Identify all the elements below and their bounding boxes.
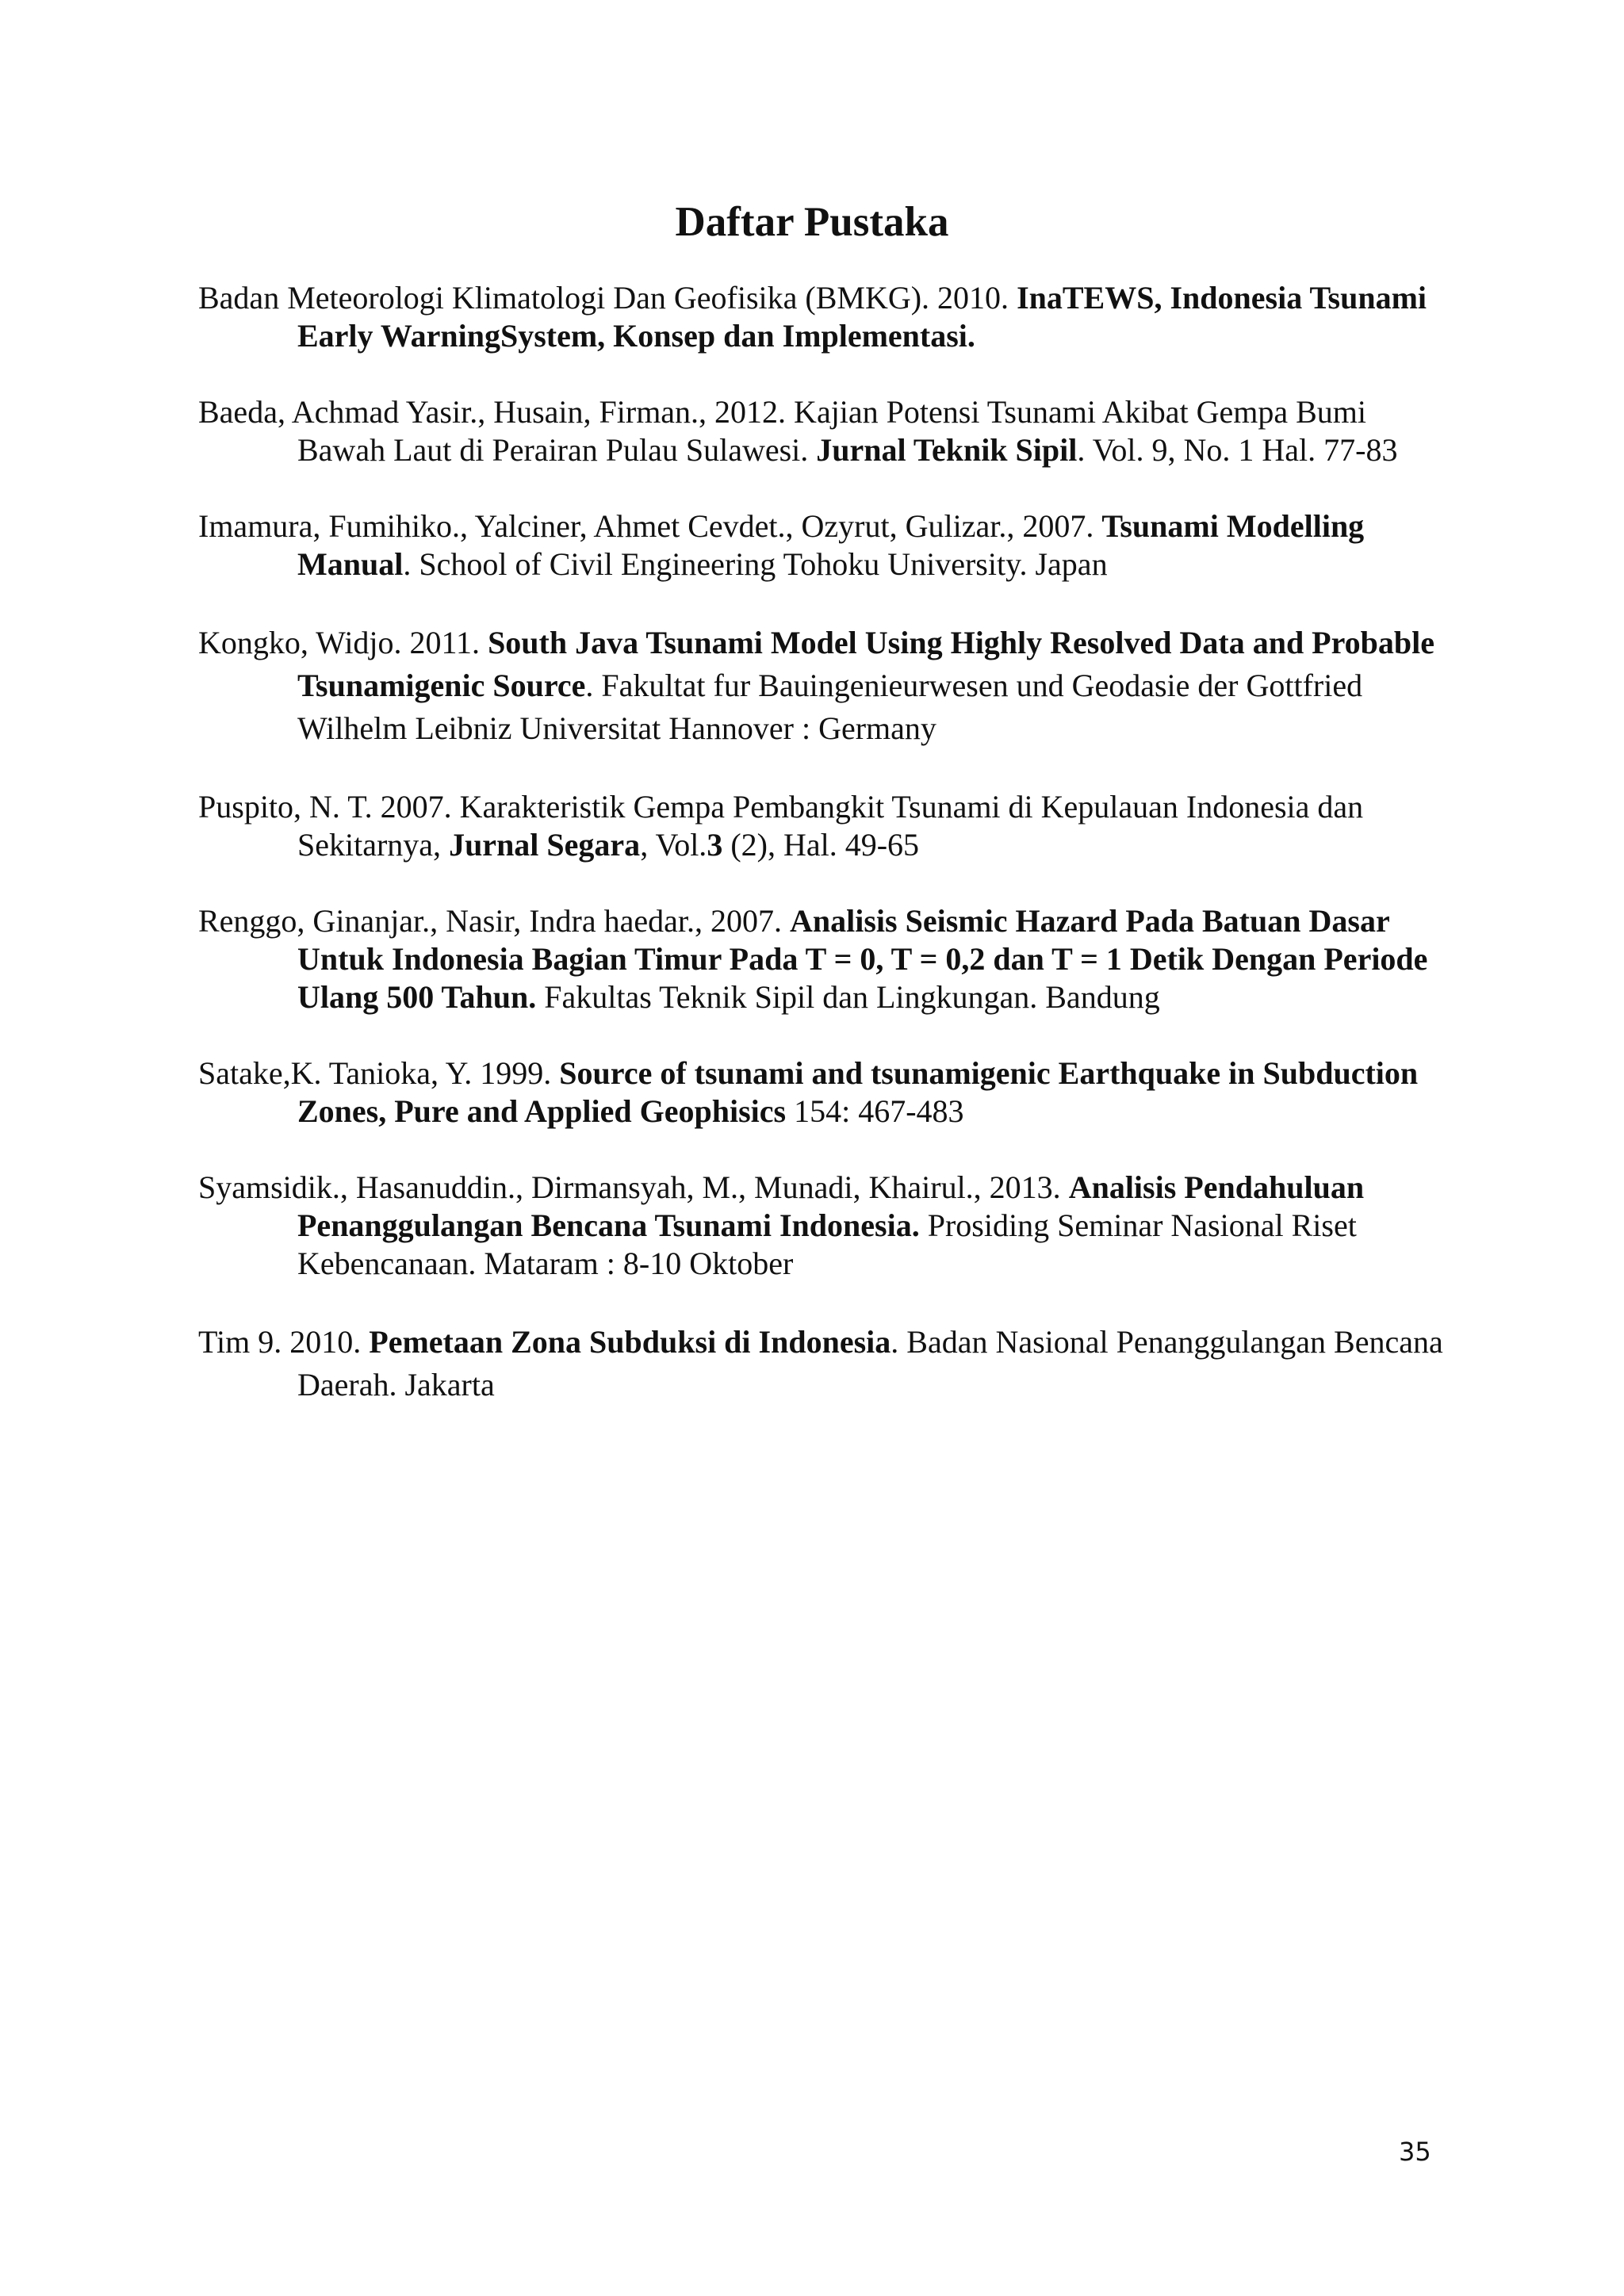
reference-title-bold: InaTEWS, Indonesia Tsunami Early WarningSystem, Konsep dan Implementasi. <box>297 280 1427 354</box>
reference-entry <box>198 279 1451 355</box>
reference-text: Kongko, Widjo. 2011. <box>198 625 488 660</box>
reference-title-bold: South Java Tsunami Model Using Highly Resolved Data and Probable Tsunamigenic Source <box>297 625 1435 703</box>
reference-title-bold: Source of tsunami and tsunamigenic Earthquake in Subduction Zones, Pure and Applied Geophisics <box>297 1055 1419 1129</box>
reference-title-bold: Analisis Seismic Hazard Pada Batuan Dasar Untuk Indonesia Bagian Timur Pada T = 0, T = 0,2 dan T = 1 Detik Dengan Periode Ulang 500 Tahun. <box>297 903 1428 1015</box>
reference-title-bold: Tsunami Modelling Manual <box>297 508 1365 582</box>
reference-text: Tim 9. 2010. <box>198 1324 370 1360</box>
reference-entry <box>198 393 1451 469</box>
reference-title-bold: Analisis Pendahuluan Penanggulangan Bencana Tsunami Indonesia. <box>297 1169 1365 1243</box>
reference-title-bold: Jurnal Teknik Sipil <box>816 432 1078 468</box>
reference-title-bold: 3 <box>707 827 723 863</box>
reference-list <box>198 279 1451 1445</box>
reference-text: . School of Civil Engineering Tohoku University. Japan <box>403 546 1108 582</box>
reference-entry <box>198 1169 1451 1283</box>
page-number: 35 <box>1399 2137 1431 2167</box>
reference-text: Badan Meteorologi Klimatologi Dan Geofisika (BMKG). 2010. <box>198 280 1017 316</box>
reference-entry <box>198 1321 1451 1406</box>
reference-text: Prosiding Seminar Nasional Riset Kebencanaan. Mataram : 8-10 Oktober <box>297 1207 1357 1281</box>
reference-text: Puspito, N. T. 2007. Karakteristik Gempa Pembangkit Tsunami di Kepulauan Indonesia dan Sekitarnya, <box>198 789 1364 863</box>
reference-text: Satake,K. Tanioka, Y. 1999. <box>198 1055 560 1091</box>
reference-text: . Fakultat fur Bauingenieurwesen und Geodasie der Gottfried Wilhelm Leibniz Universitat Hannover : Germany <box>297 668 1363 746</box>
reference-text: Baeda, Achmad Yasir., Husain, Firman., 2012. Kajian Potensi Tsunami Akibat Gempa Bumi Bawah Laut di Perairan Pulau Sulawesi. <box>198 394 1367 468</box>
page-title: Daftar Pustaka <box>675 199 949 245</box>
reference-entry <box>198 1054 1451 1131</box>
reference-entry <box>198 902 1451 1016</box>
reference-title-bold: Jurnal Segara <box>449 827 641 863</box>
reference-text: (2), Hal. 49-65 <box>722 827 920 863</box>
reference-text: . Vol. 9, No. 1 Hal. 77-83 <box>1077 432 1398 468</box>
reference-text: Imamura, Fumihiko., Yalciner, Ahmet Cevdet., Ozyrut, Gulizar., 2007. <box>198 508 1102 544</box>
reference-text: . Badan Nasional Penanggulangan Bencana Daerah. Jakarta <box>297 1324 1443 1402</box>
reference-text: 154: 467-483 <box>786 1093 964 1129</box>
reference-title-bold: Pemetaan Zona Subduksi di Indonesia <box>369 1324 891 1360</box>
reference-text: Fakultas Teknik Sipil dan Lingkungan. Bandung <box>536 979 1160 1015</box>
reference-entry <box>198 788 1451 864</box>
reference-text: , Vol. <box>640 827 707 863</box>
reference-entry <box>198 507 1451 584</box>
reference-text: Renggo, Ginanjar., Nasir, Indra haedar., 2007. <box>198 903 790 939</box>
reference-text: Syamsidik., Hasanuddin., Dirmansyah, M., Munadi, Khairul., 2013. <box>198 1169 1069 1205</box>
reference-entry <box>198 622 1451 750</box>
